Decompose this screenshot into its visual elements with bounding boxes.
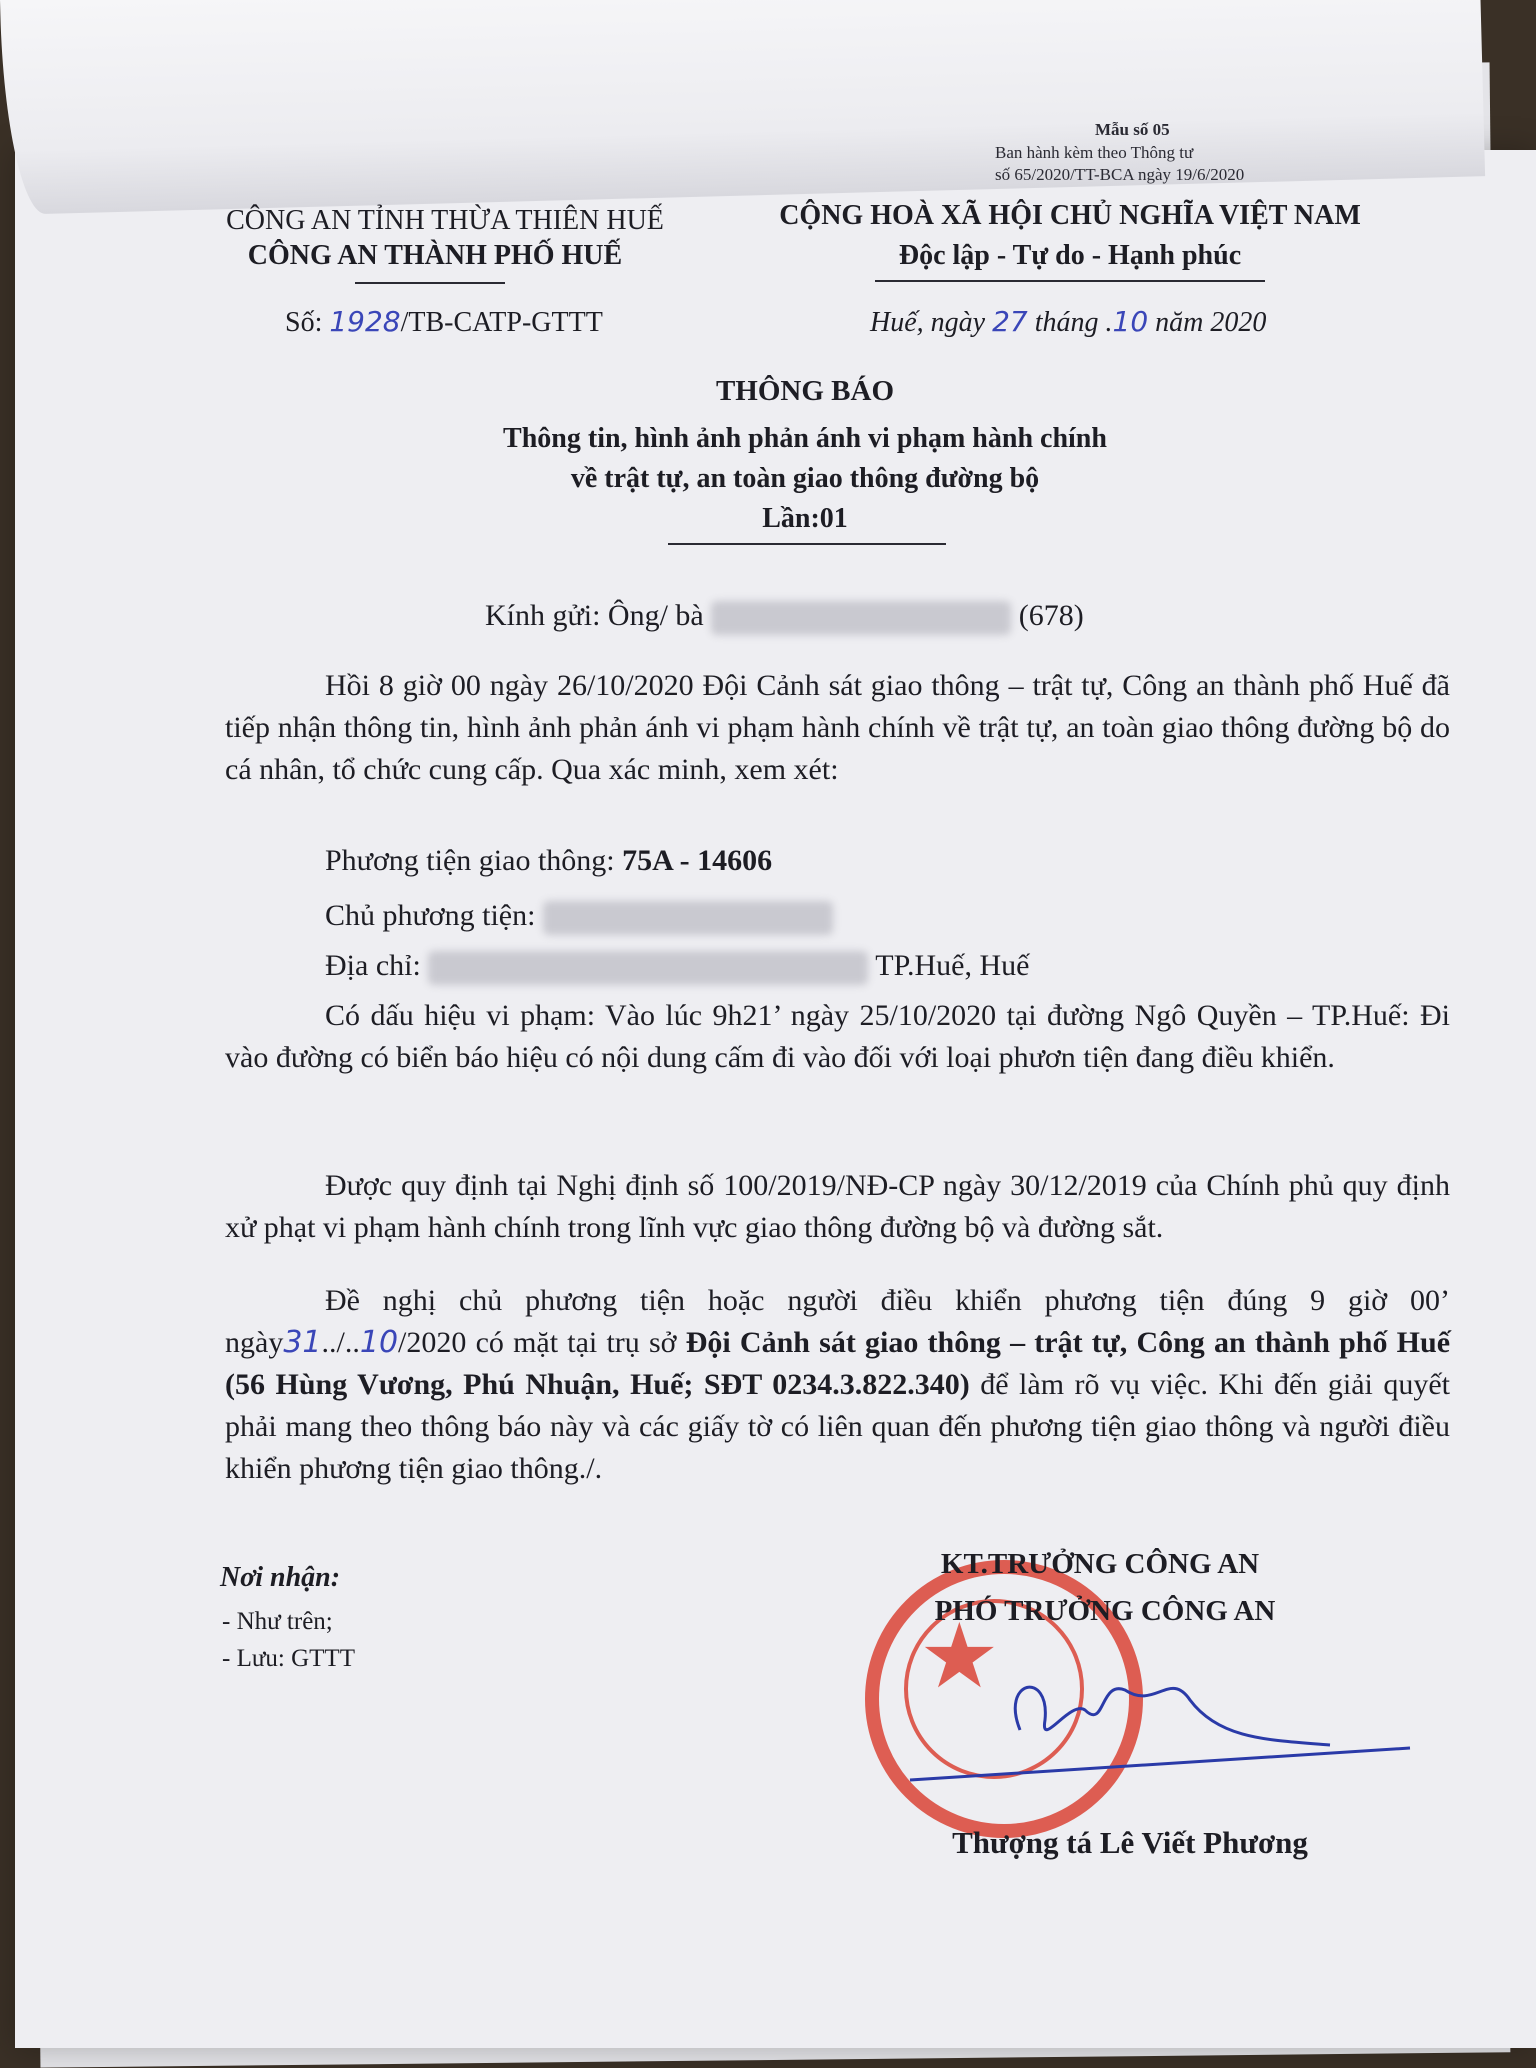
decree-paragraph: Được quy định tại Nghị định số 100/2019/NĐ-CP ngày 30/12/2019 của Chính phủ quy định xử phạt vi phạm hành chính trong lĩnh vực giao thông đường bộ và đường sắt. (225, 1169, 1450, 1244)
document-subtitle-2: về trật tự, an toàn giao thông đường bộ (570, 463, 1040, 494)
form-number: Mẫu số 05 (1095, 120, 1170, 139)
signatory-title-2: PHÓ TRƯỞNG CÔNG AN (934, 1595, 1276, 1627)
report-paragraph: Hồi 8 giờ 00 ngày 26/10/2020 Đội Cảnh sát giao thông – trật tự, Công an thành phố Huế đã tiếp nhận thông tin, hình ảnh phản ánh vi phạm hành chính về trật tự, an toàn giao thông đường bộ do cá nhân, tổ chức cung cấp. Qua xác minh, xem xét: (225, 669, 1450, 786)
signatory-title-1: KT.TRƯỞNG CÔNG AN (940, 1548, 1260, 1580)
agency-underline (355, 282, 505, 284)
recipients-title: Nơi nhận: (220, 1562, 341, 1593)
motto-underline (875, 280, 1265, 282)
nation-motto: Độc lập - Tự do - Hạnh phúc (898, 240, 1242, 271)
license-plate: 75A - 14606 (622, 844, 773, 877)
police-office-address: Đội Cảnh sát giao thông – trật tự, Công an thành phố Huế (56 Hùng Vương, Phú Nhuận, Huế; SĐT 0234.3.822.340) (225, 1326, 1451, 1401)
nation-name: CỘNG HOÀ XÃ HỘI CHỦ NGHĨA VIỆT NAM (779, 200, 1361, 231)
owner-line: Chủ phương tiện: (325, 895, 833, 937)
request-paragraph: Đề nghị chủ phương tiện hoặc người điều khiển phương tiện đúng 9 giờ 00’ ngày31../..10/2020 có mặt tại trụ sở Đội Cảnh sát giao thông – trật tự, Công an thành phố Huế (56 Hùng Vương, Phú Nhuận, Huế; SĐT 0234.3.822.340) để làm rõ vụ việc. Khi đến giải quyết phải mang theo thông báo này và các giấy tờ có liên quan đến phương tiện giao thông và người điều khiển phương tiện giao thông./. (225, 1284, 1451, 1485)
form-reference-line1: Ban hành kèm theo Thông tư (995, 143, 1194, 162)
address-line: Địa chỉ: TP.Huế, Huế (325, 945, 1029, 987)
signatory-name: Thượng tá Lê Viết Phương (952, 1825, 1308, 1860)
vehicle-line: Phương tiện giao thông: 75A - 14606 (325, 844, 773, 877)
greeting: Kính gửi: Ông/ bà (678) (485, 595, 1084, 637)
handwritten-signature (870, 1640, 1430, 1800)
document-number: Số: 1928/TB-CATP-GTTT (285, 305, 603, 338)
redacted-recipient-name (711, 601, 1011, 635)
document-title: THÔNG BÁO (715, 375, 895, 407)
notice-count: Lần:01 (762, 503, 848, 534)
agency-province: CÔNG AN TỈNH THỪA THIÊN HUẾ (226, 205, 664, 236)
title-underline (668, 543, 946, 545)
star-icon: ★ (919, 1604, 1000, 1709)
recipient-item: - Lưu: GTTT (222, 1645, 355, 1672)
document-date: Huế, ngày 27 tháng .10 năm 2020 (870, 305, 1267, 338)
redacted-owner-name (543, 901, 833, 935)
violation-paragraph: Có dấu hiệu vi phạm: Vào lúc 9h21’ ngày 25/10/2020 tại đường Ngô Quyền – TP.Huế: Đi vào đường có biển báo hiệu có nội dung cấm đi vào đối với loại phươn tiện đang điều khiển. (225, 999, 1450, 1074)
document-subtitle-1: Thông tin, hình ảnh phản ánh vi phạm hành chính (503, 423, 1107, 454)
handwritten-number: 1928 (329, 305, 401, 338)
redacted-address (428, 951, 868, 985)
agency-city: CÔNG AN THÀNH PHỐ HUẾ (247, 240, 623, 271)
recipient-item: - Như trên; (222, 1608, 333, 1635)
form-reference-line2: số 65/2020/TT-BCA ngày 19/6/2020 (995, 165, 1245, 184)
